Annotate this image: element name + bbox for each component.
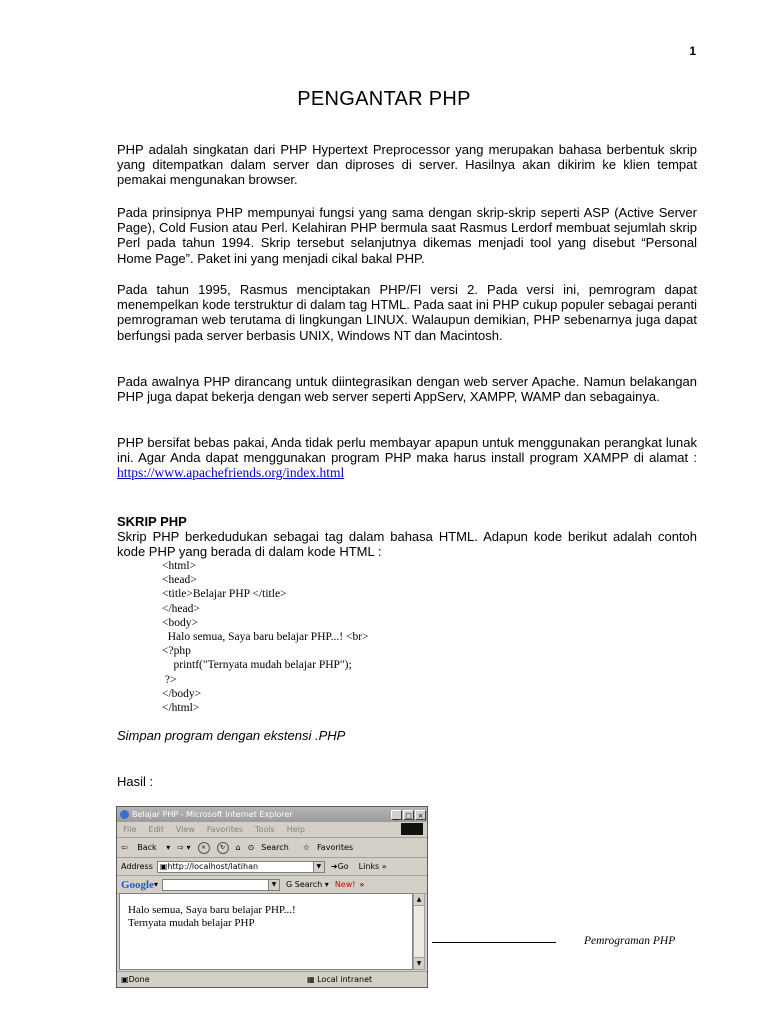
refresh-icon[interactable]: ↻ bbox=[217, 842, 229, 854]
content-line: Halo semua, Saya baru belajar PHP...! bbox=[128, 904, 296, 916]
status-zone: Local intranet bbox=[317, 975, 373, 984]
minimize-icon[interactable]: _ bbox=[391, 810, 402, 820]
menu-help[interactable]: Help bbox=[286, 825, 305, 834]
browser-menubar bbox=[117, 822, 427, 838]
intranet-icon: ▦ bbox=[307, 975, 318, 984]
code-line: </body> bbox=[162, 687, 202, 700]
browser-titlebar bbox=[117, 807, 427, 822]
google-dropdown-icon[interactable]: ▾ bbox=[154, 880, 159, 889]
footer-text: Pemrograman PHP bbox=[584, 935, 676, 947]
search-label: Search bbox=[261, 843, 289, 852]
google-new-button[interactable] bbox=[335, 880, 356, 889]
google-new-label: New! bbox=[334, 880, 356, 889]
menu-edit[interactable]: Edit bbox=[148, 825, 164, 834]
footer-divider bbox=[432, 942, 556, 943]
apachefriends-link[interactable]: https://www.apachefriends.org/index.html bbox=[117, 465, 345, 481]
menu-favorites[interactable]: Favorites bbox=[206, 825, 244, 834]
paragraph-4: Pada awalnya PHP dirancang untuk diintegrasikan dengan web server Apache. Namun belakangan PHP juga dapat bekerja dengan web server seperti AppServ, XAMPP, WAMP dan sebagainya. bbox=[117, 374, 697, 405]
code-line: <body> bbox=[162, 616, 198, 629]
menu-tools[interactable]: Tools bbox=[255, 825, 275, 834]
address-input[interactable] bbox=[157, 861, 325, 873]
paragraph-3: Pada tahun 1995, Rasmus menciptakan PHP/FI versi 2. Pada versi ini, pemrogram dapat menempelkan kode terstruktur di dalam tag HTML. Pada saat ini PHP cukup populer sebagai peranti pemrograman web terutama di lingkungan LINUX. Walaupun demikian, PHP sebenarnya juga dapat berfungsi pada server berbasis UNIX, Windows NT dan Macintosh. bbox=[117, 282, 697, 343]
links-button[interactable]: Links » bbox=[358, 862, 387, 871]
go-arrow-icon: ➜ bbox=[330, 862, 338, 871]
code-line: Halo semua, Saya baru belajar PHP...! <br> bbox=[162, 631, 369, 644]
address-value: http://localhost/latihan bbox=[167, 862, 259, 871]
more-chevron-icon[interactable]: » bbox=[359, 880, 365, 889]
hasil-label: Hasil : bbox=[117, 774, 154, 789]
scroll-up-icon[interactable]: ▲ bbox=[414, 894, 424, 906]
links-label: Links bbox=[358, 862, 380, 871]
search-icon: ⊙ bbox=[247, 843, 255, 852]
page-number: 1 bbox=[689, 44, 696, 58]
forward-icon[interactable]: ⇨ ▾ bbox=[177, 843, 191, 852]
back-button[interactable]: ⇦ Back ▾ bbox=[121, 843, 171, 852]
vertical-scrollbar[interactable] bbox=[413, 893, 425, 970]
menu-file[interactable]: File bbox=[123, 825, 137, 834]
favorites-label: Favorites bbox=[316, 843, 354, 852]
browser-screenshot bbox=[116, 806, 428, 988]
paragraph-5-text: PHP bersifat bebas pakai, Anda tidak perlu membayar apapun untuk menggunakan perangkat lunak ini. Agar Anda dapat menggunakan program PHP maka harus install program XAMPP di alamat : bbox=[117, 435, 697, 466]
code-line: <?php bbox=[162, 645, 191, 658]
scroll-down-icon[interactable]: ▼ bbox=[414, 957, 424, 969]
code-line: <html> bbox=[162, 560, 197, 572]
address-label: Address bbox=[121, 862, 153, 871]
content-line: Ternyata mudah belajar PHP bbox=[128, 917, 255, 929]
address-dropdown-icon[interactable]: ▼ bbox=[313, 862, 324, 872]
status-bar bbox=[117, 971, 427, 987]
google-search-button[interactable]: G Search ▾ bbox=[286, 880, 329, 889]
paragraph-1: PHP adalah singkatan dari PHP Hypertext Preprocessor yang merupakan bahasa berbentuk skrip yang ditempatkan dalam server dan diproses di server. Hasilnya akan dikirim ke klien tempat pemakai mengunakan browser. bbox=[117, 142, 697, 188]
code-line: <title>Belajar PHP </title> bbox=[162, 588, 287, 601]
back-label: Back bbox=[137, 843, 157, 852]
maximize-icon[interactable]: □ bbox=[403, 810, 414, 820]
code-line: </html> bbox=[162, 702, 200, 715]
status-done: Done bbox=[128, 975, 150, 984]
code-line: printf("Ternyata mudah belajar PHP"); bbox=[162, 659, 352, 672]
code-block bbox=[162, 559, 369, 715]
back-arrow-icon: ⇦ bbox=[121, 843, 128, 852]
browser-toolbar bbox=[117, 838, 427, 858]
close-icon[interactable]: × bbox=[415, 810, 426, 820]
google-search-input[interactable] bbox=[162, 879, 280, 891]
go-button[interactable] bbox=[331, 862, 349, 871]
code-line: </head> bbox=[162, 602, 200, 615]
google-toolbar bbox=[117, 876, 427, 894]
code-line: <head> bbox=[162, 574, 197, 587]
ie-icon bbox=[120, 810, 129, 819]
paragraph-5 bbox=[117, 435, 697, 481]
stop-icon[interactable]: × bbox=[198, 842, 210, 854]
favorites-button[interactable] bbox=[303, 843, 360, 852]
windows-logo-icon bbox=[401, 823, 423, 835]
browser-content bbox=[119, 893, 413, 970]
google-logo[interactable] bbox=[121, 879, 154, 891]
section-heading: SKRIP PHP bbox=[117, 514, 187, 529]
done-page-icon: ▣ bbox=[121, 975, 129, 984]
google-search-label: Search bbox=[294, 880, 323, 889]
google-label: Google bbox=[121, 878, 154, 891]
home-icon[interactable]: ⌂ bbox=[235, 843, 241, 852]
go-label: Go bbox=[337, 862, 349, 871]
zone-indicator bbox=[307, 975, 372, 984]
code-line: ?> bbox=[162, 673, 177, 686]
paragraph-2: Pada prinsipnya PHP mempunyai fungsi yang sama dengan skrip-skrip seperti ASP (Active Server Page), Cold Fusion atau Perl. Kelahiran PHP bermula saat Rasmus Lerdorf membuat sejumlah skrip Perl pada tahun 1994. Skrip tersebut selanjutnya dikemas menjadi tool yang disebut “Personal Home Page”. Paket ini yang menjadi cikal bakal PHP. bbox=[117, 205, 697, 266]
address-bar bbox=[117, 858, 427, 876]
save-note: Simpan program dengan ekstensi .PHP bbox=[117, 728, 346, 743]
section-intro: Skrip PHP berkedudukan sebagai tag dalam bahasa HTML. Adapun kode berikut adalah contoh kode PHP yang berada di dalam kode HTML : bbox=[117, 529, 697, 560]
menu-view[interactable]: View bbox=[175, 825, 195, 834]
browser-title: Belajar PHP - Microsoft Internet Explorer bbox=[132, 810, 293, 819]
favorites-icon: ☆ bbox=[302, 843, 310, 852]
search-button[interactable] bbox=[248, 843, 296, 852]
google-input-dropdown-icon[interactable]: ▼ bbox=[268, 880, 279, 890]
page-icon: ▣ bbox=[159, 862, 168, 871]
google-g-icon: G bbox=[286, 880, 293, 889]
page-title: PENGANTAR PHP bbox=[297, 88, 471, 110]
